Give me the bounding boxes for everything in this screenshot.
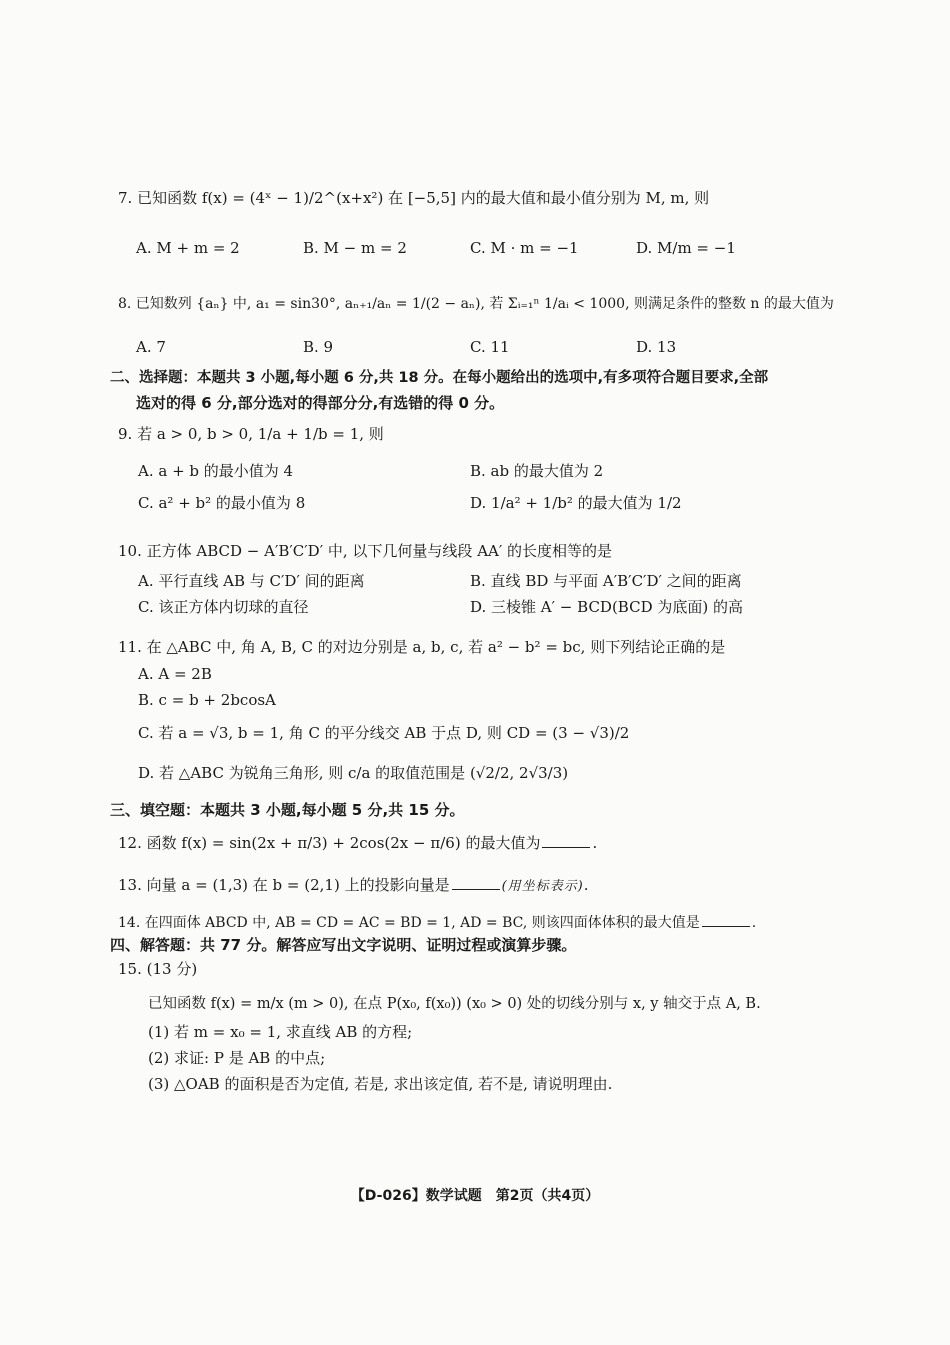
answer-blank[interactable] [542,833,590,848]
question-10-stem: 10. 正方体 ABCD − A′B′C′D′ 中, 以下几何量与线段 AA′ 的长度相等的是 [118,542,613,560]
answer-blank[interactable] [452,875,500,890]
page-footer: 【D-026】数学试题 第2页（共4页） [350,1188,600,1204]
question-11-stem: 11. 在 △ABC 中, 角 A, B, C 的对边分别是 a, b, c, 若 a² − b² = bc, 则下列结论正确的是 [118,638,726,656]
question-12 [118,833,597,853]
question-11-option-a: A. A = 2B [138,665,212,683]
question-13-tail: . [583,876,589,894]
question-9-option-a: A. a + b 的最小值为 4 [138,462,294,480]
question-15-header: 15. (13 分) [118,960,198,978]
question-9-stem: 9. 若 a > 0, b > 0, 1/a + 1/b = 1, 则 [118,425,384,443]
question-11-option-b: B. c = b + 2bcosA [138,691,276,709]
question-7-stem: 7. 已知函数 f(x) = (4ˣ − 1)/2^(x+x²) 在 [−5,5] 内的最大值和最小值分别为 M, m, 则 [118,189,710,207]
question-8-option-b: B. 9 [303,338,334,356]
question-10-option-a: A. 平行直线 AB 与 C′D′ 间的距离 [138,572,365,590]
question-14 [118,912,756,933]
question-8-option-a: A. 7 [136,338,166,356]
question-9-option-d: D. 1/a² + 1/b² 的最大值为 1/2 [470,494,682,512]
question-14-stem: 14. 在四面体 ABCD 中, AB = CD = AC = BD = 1, AD = BC, 则该四面体体积的最大值是 [118,915,700,931]
question-8-stem: 8. 已知数列 {aₙ} 中, a₁ = sin30°, aₙ₊₁/aₙ = 1/(2 − aₙ), 若 Σᵢ₌₁ⁿ 1/aᵢ < 1000, 则满足条件的整数 n 的最大值为 [118,296,834,312]
question-15-part-3: (3) △OAB 的面积是否为定值, 若是, 求出该定值, 若不是, 请说明理由. [148,1075,613,1093]
question-9-option-c: C. a² + b² 的最小值为 8 [138,494,306,512]
question-12-stem: 12. 函数 f(x) = sin(2x + π/3) + 2cos(2x − π/6) 的最大值为 [118,834,541,852]
question-7-option-a: A. M + m = 2 [136,239,240,257]
question-13-hint: (用坐标表示) [501,879,584,894]
question-9-option-b: B. ab 的最大值为 2 [470,462,604,480]
question-13 [118,875,589,897]
question-13-stem: 13. 向量 a = (1,3) 在 b = (2,1) 上的投影向量是 [118,876,450,894]
question-10-option-c: C. 该正方体内切球的直径 [138,598,309,616]
question-15-part-2: (2) 求证: P 是 AB 的中点; [148,1049,326,1067]
section-4-heading: 四、解答题：共 77 分。解答应写出文字说明、证明过程或演算步骤。 [110,936,577,954]
question-8-option-c: C. 11 [470,338,510,356]
question-8-option-d: D. 13 [636,338,677,356]
question-15-part-1: (1) 若 m = x₀ = 1, 求直线 AB 的方程; [148,1023,413,1041]
question-11-option-d: D. 若 △ABC 为锐角三角形, 则 c/a 的取值范围是 (√2/2, 2√3/3) [138,764,569,782]
question-10-option-b: B. 直线 BD 与平面 A′B′C′D′ 之间的距离 [470,572,742,590]
section-2-heading-continued: 选对的得 6 分,部分选对的得部分分,有选错的得 0 分。 [136,394,505,412]
section-2-heading: 二、选择题：本题共 3 小题,每小题 6 分,共 18 分。在每小题给出的选项中,有多项符合题目要求,全部 [110,370,769,386]
question-11-option-c: C. 若 a = √3, b = 1, 角 C 的平分线交 AB 于点 D, 则 CD = (3 − √3)/2 [138,724,630,742]
section-3-heading: 三、填空题：本题共 3 小题,每小题 5 分,共 15 分。 [110,801,465,819]
question-10-option-d: D. 三棱锥 A′ − BCD(BCD 为底面) 的高 [470,598,743,616]
answer-blank[interactable] [702,912,750,927]
question-7-option-b: B. M − m = 2 [303,239,407,257]
question-12-tail: . [592,834,598,852]
question-15-stem: 已知函数 f(x) = m/x (m > 0), 在点 P(x₀, f(x₀)) (x₀ > 0) 处的切线分别与 x, y 轴交于点 A, B. [148,996,761,1012]
question-7-option-c: C. M · m = −1 [470,239,579,257]
question-14-tail: . [751,915,757,931]
question-7-option-d: D. M/m = −1 [636,239,736,257]
